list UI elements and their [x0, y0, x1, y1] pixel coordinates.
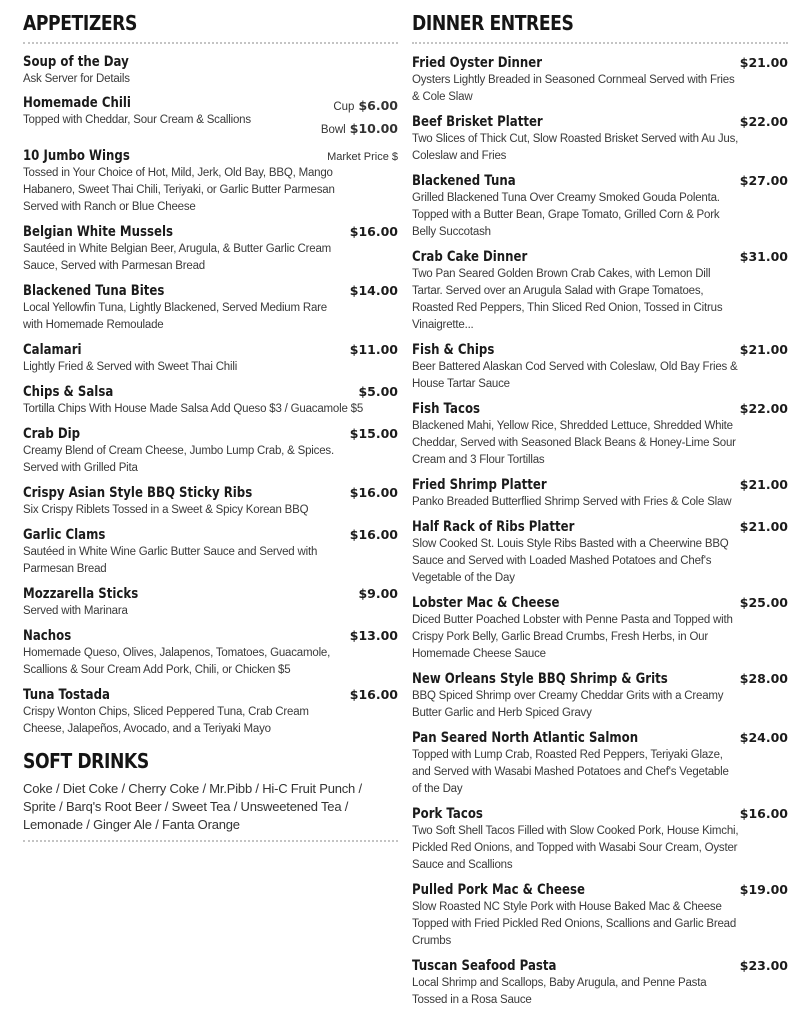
item-description: Creamy Blend of Cream Cheese, Jumbo Lump Crab, & Spices. Served with Grilled Pita [23, 445, 334, 474]
menu-item [23, 95, 398, 141]
item-price: $21.00 [739, 477, 788, 492]
menu-item [23, 425, 398, 477]
item-price: $16.00 [739, 806, 788, 821]
menu-item [412, 594, 788, 663]
item-description: Grilled Blackened Tuna Over Creamy Smoked Gouda Polenta. Topped with a Butter Bean, Grape Tomato, Grilled Corn & Pork Belly Succotash [412, 192, 720, 238]
item-price: $21.00 [739, 519, 788, 534]
item-name: Half Rack of Ribs Platter [412, 519, 575, 535]
item-price: $16.00 [349, 224, 398, 239]
cup-price: $6.00 [358, 98, 398, 113]
item-description: Slow Roasted NC Style Pork with House Baked Mac & Cheese Topped with Fried Pickled Red Onions, Scallions and Garlic Bread Crumbs [412, 901, 737, 947]
chili-prices [321, 95, 398, 141]
item-description: Served with Marinara [23, 605, 128, 617]
item-price: $14.00 [349, 283, 398, 298]
item-name: Tuna Tostada [23, 687, 110, 703]
menu-item [23, 341, 398, 376]
cup-label: Cup [333, 101, 355, 113]
item-price: $9.00 [358, 586, 398, 601]
item-price: $31.00 [739, 249, 788, 264]
menu-item [412, 670, 788, 722]
appetizers-section [23, 10, 398, 745]
item-price: $5.00 [358, 384, 398, 399]
divider [412, 42, 788, 44]
menu-item [23, 383, 398, 418]
menu-item [412, 805, 788, 874]
item-description: Diced Butter Poached Lobster with Penne Pasta and Topped with Crispy Pork Belly, Garlic Bread Crumbs, Fresh Herbs, in Our Homemade Cheese Sauce [412, 614, 733, 660]
item-name: Nachos [23, 628, 72, 644]
item-name: Soup of the Day [23, 54, 129, 70]
item-price: $16.00 [349, 687, 398, 702]
item-name: Crab Cake Dinner [412, 249, 528, 265]
item-name: Blackened Tuna Bites [23, 283, 165, 299]
item-name: Lobster Mac & Cheese [412, 595, 560, 611]
item-description: Topped with Lump Crab, Roasted Red Peppers, Teriyaki Glaze, and Served with Wasabi Mashed Potatoes and Chef's Vegetable of the Day [412, 749, 729, 795]
item-price: $24.00 [739, 730, 788, 745]
item-price: $19.00 [739, 882, 788, 897]
item-name: Blackened Tuna [412, 173, 516, 189]
item-price: Market Price $ [327, 151, 398, 163]
menu-item [412, 400, 788, 469]
bowl-price: $10.00 [349, 121, 398, 136]
menu-item [412, 113, 788, 165]
menu-item [412, 341, 788, 393]
item-price: $22.00 [739, 401, 788, 416]
item-description: BBQ Spiced Shrimp over Creamy Cheddar Grits with a Creamy Butter Garlic and Herb Spiced Gravy [412, 690, 724, 719]
menu-item [23, 686, 398, 738]
item-name: Fish & Chips [412, 342, 495, 358]
item-price: $16.00 [349, 485, 398, 500]
item-name: Chips & Salsa [23, 384, 114, 400]
item-description: Tortilla Chips With House Made Salsa Add Queso $3 / Guacamole $5 [23, 403, 364, 415]
item-price: $25.00 [739, 595, 788, 610]
item-name: Pork Tacos [412, 806, 483, 822]
item-description: Slow Cooked St. Louis Style Ribs Basted with a Cheerwine BBQ Sauce and Served with Loaded Mashed Potatoes and Chef's Vegetable of the Day [412, 538, 729, 584]
item-name: 10 Jumbo Wings [23, 148, 130, 164]
menu-item [412, 476, 788, 511]
item-description: Two Pan Seared Golden Brown Crab Cakes, with Lemon Dill Tartar. Served over an Arugula Salad with Grape Tomatoes, Roasted Red Peppers, Thin Sliced Red Onion, Tossed in Citrus Vinaigrette... [412, 268, 723, 331]
soft-drinks-list: Coke / Diet Coke / Cherry Coke / Mr.Pibb / Hi-C Fruit Punch / Sprite / Barq's Root Beer / Sweet Tea / Unsweetened Tea / Lemonade / Ginger Ale / Fanta Orange [23, 781, 362, 832]
menu-item [23, 282, 398, 334]
item-description: Sautéed in White Wine Garlic Butter Sauce and Served with Parmesan Bread [23, 546, 318, 575]
item-description: Ask Server for Details [23, 73, 130, 85]
item-description: Topped with Cheddar, Sour Cream & Scallions [23, 114, 251, 126]
menu-item [23, 585, 398, 620]
menu-item [412, 729, 788, 798]
item-description: Two Soft Shell Tacos Filled with Slow Cooked Pork, House Kimchi, Pickled Red Onions, and Topped with Wasabi Sour Cream, Oyster Sauce and Scallions [412, 825, 739, 871]
item-description: Panko Breaded Butterflied Shrimp Served with Fries & Cole Slaw [412, 496, 732, 508]
item-name: Pulled Pork Mac & Cheese [412, 882, 585, 898]
menu-item [412, 881, 788, 950]
menu-item [412, 172, 788, 241]
menu-item [412, 248, 788, 334]
item-name: Tuscan Seafood Pasta [412, 958, 557, 974]
item-name: Garlic Clams [23, 527, 106, 543]
item-description: Beer Battered Alaskan Cod Served with Coleslaw, Old Bay Fries & House Tartar Sauce [412, 361, 738, 390]
item-description: Local Yellowfin Tuna, Lightly Blackened, Served Medium Rare with Homemade Remoulade [23, 302, 327, 331]
divider [23, 840, 398, 842]
menu-item [23, 148, 398, 216]
item-description: Sautéed in White Belgian Beer, Arugula, & Butter Garlic Cream Sauce, Served with Parmesan Bread [23, 243, 332, 272]
item-description: Crispy Wonton Chips, Sliced Peppered Tuna, Crab Cream Cheese, Jalapeños, Avocado, and a Teriyaki Mayo [23, 706, 309, 735]
item-price: $27.00 [739, 173, 788, 188]
appetizers-title: APPETIZERS [23, 11, 137, 35]
bowl-label: Bowl [320, 124, 346, 136]
item-name: Homemade Chili [23, 95, 131, 111]
menu-item [412, 54, 788, 106]
item-name: Fried Shrimp Platter [412, 477, 547, 493]
item-price: $13.00 [349, 628, 398, 643]
item-description: Blackened Mahi, Yellow Rice, Shredded Lettuce, Shredded White Cheddar, Served with Seasoned Black Beans & Honey-Lime Sour Cream and 3 Flour Tortillas [412, 420, 736, 466]
item-price: $22.00 [739, 114, 788, 129]
item-name: Fried Oyster Dinner [412, 55, 543, 71]
item-name: Fish Tacos [412, 401, 481, 417]
soft-drinks-title: SOFT DRINKS [23, 749, 149, 773]
item-price: $21.00 [739, 342, 788, 357]
item-description: Tossed in Your Choice of Hot, Mild, Jerk, Old Bay, BBQ, Mango Habanero, Sweet Thai Chili, Teriyaki, or Garlic Butter Parmesan Served with Ranch or Blue Cheese [23, 167, 335, 213]
menu-item [23, 223, 398, 275]
item-name: Crab Dip [23, 426, 81, 442]
item-name: Pan Seared North Atlantic Salmon [412, 730, 639, 746]
item-description: Two Slices of Thick Cut, Slow Roasted Brisket Served with Au Jus, Coleslaw and Fries [412, 133, 739, 162]
menu-item [412, 957, 788, 1009]
menu-item [23, 526, 398, 578]
item-price: $21.00 [739, 55, 788, 70]
item-name: Mozzarella Sticks [23, 586, 139, 602]
item-name: Beef Brisket Platter [412, 114, 543, 130]
menu-item [23, 54, 398, 88]
item-description: Homemade Queso, Olives, Jalapenos, Tomatoes, Guacamole, Scallions & Sour Cream Add Pork, Chili, or Chicken $5 [23, 647, 331, 676]
item-name: Crispy Asian Style BBQ Sticky Ribs [23, 485, 253, 501]
menu-item [23, 484, 398, 519]
menu-item [412, 518, 788, 587]
item-description: Six Crispy Riblets Tossed in a Sweet & Spicy Korean BBQ [23, 504, 309, 516]
item-description: Local Shrimp and Scallops, Baby Arugula, and Penne Pasta Tossed in a Rosa Sauce [412, 977, 707, 1006]
entrees-title: DINNER ENTREES [412, 11, 574, 35]
menu-item [23, 627, 398, 679]
item-price: $11.00 [349, 342, 398, 357]
item-price: $28.00 [739, 671, 788, 686]
item-price: $16.00 [349, 527, 398, 542]
item-description: Lightly Fried & Served with Sweet Thai Chili [23, 361, 238, 373]
item-name: Belgian White Mussels [23, 224, 173, 240]
item-price: $15.00 [349, 426, 398, 441]
entrees-section [412, 10, 788, 1016]
divider [23, 42, 398, 44]
soft-drinks-section [23, 748, 398, 852]
item-name: Calamari [23, 342, 82, 358]
item-name: New Orleans Style BBQ Shrimp & Grits [412, 671, 668, 687]
item-description: Oysters Lightly Breaded in Seasoned Cornmeal Served with Fries & Cole Slaw [412, 74, 735, 103]
item-price: $23.00 [739, 958, 788, 973]
